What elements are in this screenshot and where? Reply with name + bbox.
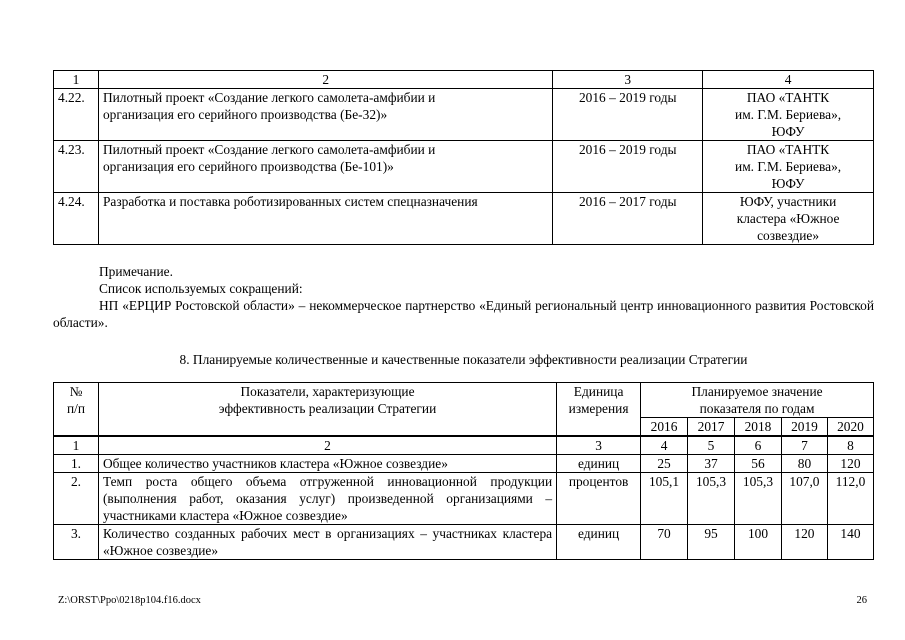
header-year: 2016 xyxy=(641,418,688,437)
table-row xyxy=(54,455,874,473)
header-year: 2017 xyxy=(688,418,735,437)
column-number: 1 xyxy=(54,71,99,89)
indicator-unit: единиц xyxy=(557,455,641,473)
project-period: 2016 – 2019 годы xyxy=(553,89,703,141)
indicator-value: 140 xyxy=(827,525,873,560)
project-description: Пилотный проект «Создание легкого самолета-амфибии и организация его серийного производства (Бе-32)» xyxy=(98,89,552,141)
column-number: 8 xyxy=(827,436,873,455)
page-number: 26 xyxy=(856,595,867,606)
indicator-value: 95 xyxy=(688,525,735,560)
project-executors: ПАО «ТАНТК им. Г.М. Бериева», ЮФУ xyxy=(703,89,874,141)
project-period: 2016 – 2017 годы xyxy=(553,193,703,245)
table-row xyxy=(54,525,874,560)
table-row xyxy=(54,141,874,193)
indicator-value: 80 xyxy=(781,455,827,473)
indicators-table xyxy=(53,382,874,560)
column-number: 4 xyxy=(703,71,874,89)
header-number: № п/п xyxy=(54,383,99,437)
header-year: 2018 xyxy=(735,418,782,437)
project-executors: ЮФУ, участники кластера «Южное созвездие» xyxy=(703,193,874,245)
header-indicator: Показатели, характеризующие эффективность реализации Стратегии xyxy=(98,383,556,437)
project-description: Разработка и поставка роботизированных систем спецназначения xyxy=(98,193,552,245)
indicator-value: 105,3 xyxy=(735,473,782,525)
table-row xyxy=(54,89,874,141)
indicator-value: 105,1 xyxy=(641,473,688,525)
table-header-row xyxy=(54,383,874,418)
indicator-value: 70 xyxy=(641,525,688,560)
project-executors: ПАО «ТАНТК им. Г.М. Бериева», ЮФУ xyxy=(703,141,874,193)
indicator-value: 107,0 xyxy=(781,473,827,525)
projects-table xyxy=(53,70,874,245)
table-header-row xyxy=(54,71,874,89)
indicator-value: 25 xyxy=(641,455,688,473)
column-number: 7 xyxy=(781,436,827,455)
column-number: 4 xyxy=(641,436,688,455)
indicator-value: 112,0 xyxy=(827,473,873,525)
column-number: 5 xyxy=(688,436,735,455)
section-title: 8. Планируемые количественные и качественные показатели эффективности реализации Стратегии xyxy=(179,352,748,367)
footer-file-path: Z:\ORST\Ppo\0218p104.f16.docx xyxy=(58,595,201,606)
abbreviations-heading: Список используемых сокращений: xyxy=(99,281,303,296)
table-row xyxy=(54,473,874,525)
abbreviation-entry: НП «ЕРЦИР Ростовской области» – некоммерческое партнерство «Единый региональный центр инновационного развития Ростовской области». xyxy=(53,298,874,330)
table-row xyxy=(54,193,874,245)
column-number: 3 xyxy=(553,71,703,89)
indicator-value: 120 xyxy=(781,525,827,560)
indicator-value: 56 xyxy=(735,455,782,473)
table-numbering-row xyxy=(54,436,874,455)
indicator-name: Темп роста общего объема отгруженной инновационной продукции (выполнения работ, оказания услуг) произведенной организациями – участниками кластера «Южное созвездие» xyxy=(98,473,556,525)
header-unit: Единица измерения xyxy=(557,383,641,437)
column-number: 2 xyxy=(98,436,556,455)
header-year: 2020 xyxy=(827,418,873,437)
indicator-value: 37 xyxy=(688,455,735,473)
row-number: 3. xyxy=(54,525,99,560)
indicator-name: Общее количество участников кластера «Южное созвездие» xyxy=(98,455,556,473)
indicator-value: 100 xyxy=(735,525,782,560)
row-number: 4.24. xyxy=(54,193,99,245)
indicator-value: 105,3 xyxy=(688,473,735,525)
indicator-unit: единиц xyxy=(557,525,641,560)
column-number: 6 xyxy=(735,436,782,455)
column-number: 3 xyxy=(557,436,641,455)
column-number: 1 xyxy=(54,436,99,455)
row-number: 4.23. xyxy=(54,141,99,193)
row-number: 1. xyxy=(54,455,99,473)
indicator-unit: процентов xyxy=(557,473,641,525)
row-number: 2. xyxy=(54,473,99,525)
column-number: 2 xyxy=(98,71,552,89)
header-year: 2019 xyxy=(781,418,827,437)
header-planned-values: Планируемое значение показателя по годам xyxy=(641,383,874,418)
project-period: 2016 – 2019 годы xyxy=(553,141,703,193)
row-number: 4.22. xyxy=(54,89,99,141)
indicator-value: 120 xyxy=(827,455,873,473)
note-heading: Примечание. xyxy=(99,264,173,279)
project-description: Пилотный проект «Создание легкого самолета-амфибии и организация его серийного производства (Бе-101)» xyxy=(98,141,552,193)
indicator-name: Количество созданных рабочих мест в организациях – участниках кластера «Южное созвездие» xyxy=(98,525,556,560)
